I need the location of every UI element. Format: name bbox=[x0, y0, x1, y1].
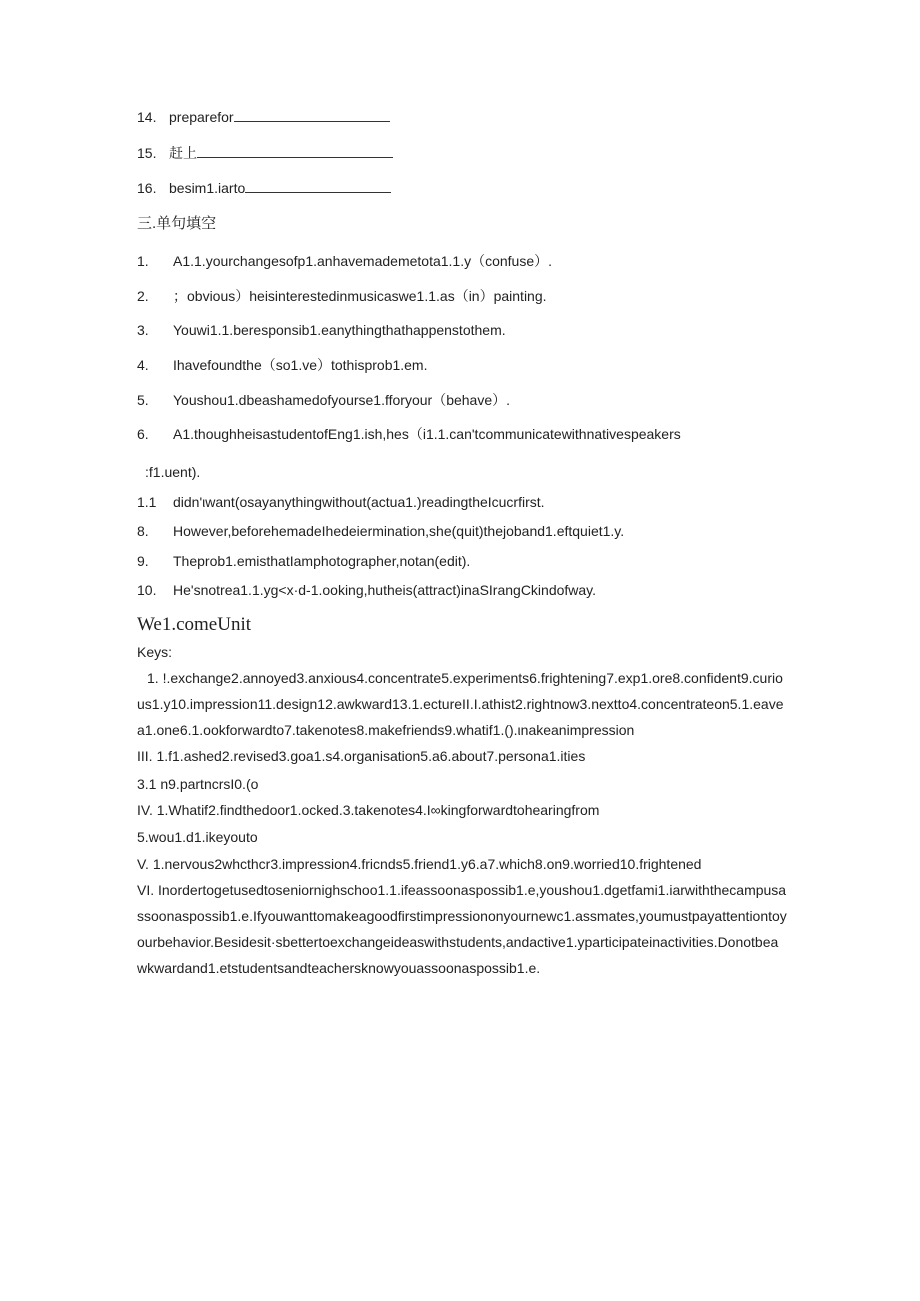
sentence-text: Youshou1.dbeashamedofyourse1.fforyour（behave）. bbox=[173, 392, 511, 408]
keys-label: Keys: bbox=[137, 644, 173, 660]
keys-part3b: 3.1 n9.partncrsI0.(o bbox=[137, 776, 259, 792]
sentence-item bbox=[137, 522, 624, 540]
item-number: 14. bbox=[137, 109, 157, 125]
sentence-item bbox=[137, 425, 681, 443]
item-number: 9. bbox=[137, 553, 149, 569]
item-number: 4. bbox=[137, 357, 149, 373]
sentence-item bbox=[137, 581, 596, 599]
sentence-text: Youwi1.1.beresponsib1.eanythingthathappenstothem. bbox=[173, 322, 506, 338]
sentence-item bbox=[137, 493, 545, 511]
phrase-item bbox=[137, 108, 390, 126]
answer-blank[interactable] bbox=[245, 180, 391, 193]
item-number: 16. bbox=[137, 180, 157, 196]
sentence-continuation bbox=[145, 463, 200, 481]
item-number: 5. bbox=[137, 392, 149, 408]
item-number: 1. bbox=[137, 253, 149, 269]
phrase-text: 赶上 bbox=[169, 145, 197, 161]
sentence-text: didn'ιwant(osayanythingwithout(actua1.)readingtheIcucrfirst. bbox=[173, 494, 545, 510]
item-number: 8. bbox=[137, 523, 149, 539]
sentence-item bbox=[137, 287, 547, 305]
keys-part4b: 5.wou1.d1.ikeyouto bbox=[137, 829, 258, 845]
keys-part1: 1. !.exchange2.annoyed3.anxious4.concentrate5.experiments6.frightening7.exp1.ore8.confident9.curious1.y10.impression11.design12.awkward13.1.ectureII.I.athist2.rightnow3.nextto4.concentrateon5.1.eavea1.one6.1.ookforwardto7.takenotes8.makefriends9.whatif1.().ιnakeanimpression bbox=[137, 670, 784, 738]
keys-part4: IV. 1.Whatif2.findthedoor1.ocked.3.takenotes4.I∞kingforwardtohearingfrom bbox=[137, 802, 600, 818]
sentence-text: Ihavefoundthe（so1.ve）tothisprob1.em. bbox=[173, 357, 428, 373]
phrase-text: besim1.iarto bbox=[169, 180, 246, 196]
item-number: 6. bbox=[137, 426, 149, 442]
item-number: 2. bbox=[137, 288, 149, 304]
sentence-text: :f1.uent). bbox=[145, 464, 201, 480]
keys-part6: VI. Inordertogetusedtoseniornighschoo1.1.ifeassoonaspossib1.e,youshou1.dgetfami1.iarwiththecampusassoonaspossib1.e.Ifyouwanttomakeagoodfirstimpressiononyournewc1.assmates,youmustpayattentiontoyourbehavior.Besidesit·sbettertoexchangeideaswithstudents,andactive1.yparticipateinactivities.Donotbeawkwardand1.etstudentsandteachersknowyouassoonaspossib1.e. bbox=[137, 882, 787, 976]
answer-blank[interactable] bbox=[234, 109, 390, 122]
sentence-item bbox=[137, 321, 506, 339]
sentence-text: He'snotrea1.1.yg<x·d-1.ooking,hutheis(attract)inaSIrangCkindofway. bbox=[173, 582, 597, 598]
section-title: 三.单句填空 bbox=[137, 215, 217, 232]
sentence-text: A1.thoughheisastudentofEng1.ish,hes（i1.1.can'tcommunicatewithnativespeakers bbox=[173, 426, 681, 442]
sentence-item bbox=[137, 252, 552, 270]
sentence-item bbox=[137, 356, 428, 374]
keys-part5: V. 1.nervous2whcthcr3.impression4.fricnds5.friend1.y6.a7.which8.on9.worried10.frightened bbox=[137, 856, 702, 872]
sentence-item bbox=[137, 391, 510, 409]
unit-title: We1.comeUnit bbox=[137, 614, 252, 635]
phrase-item bbox=[137, 144, 393, 162]
phrase-item bbox=[137, 179, 391, 197]
answer-blank[interactable] bbox=[197, 145, 393, 158]
item-number: 10. bbox=[137, 582, 157, 598]
sentence-item bbox=[137, 552, 470, 570]
item-number: 3. bbox=[137, 322, 149, 338]
sentence-text: However,beforehemadeIhedeiermination,she(quit)thejoband1.eftquiet1.y. bbox=[173, 523, 625, 539]
sentence-text: A1.1.yourchangesofp1.anhavemademetota1.1.y（confuse）. bbox=[173, 253, 553, 269]
item-number: 1.1 bbox=[137, 494, 157, 510]
item-number: 15. bbox=[137, 145, 157, 161]
phrase-text: preparefor bbox=[169, 109, 234, 125]
sentence-text: Theprob1.emisthatIamphotographer,notan(edit). bbox=[173, 553, 471, 569]
keys-part3: III. 1.f1.ashed2.revised3.goa1.s4.organisation5.a6.about7.persona1.ities bbox=[137, 748, 586, 764]
sentence-text: ；obvious）heisinterestedinmusicaswe1.1.as（in）painting. bbox=[173, 288, 547, 304]
